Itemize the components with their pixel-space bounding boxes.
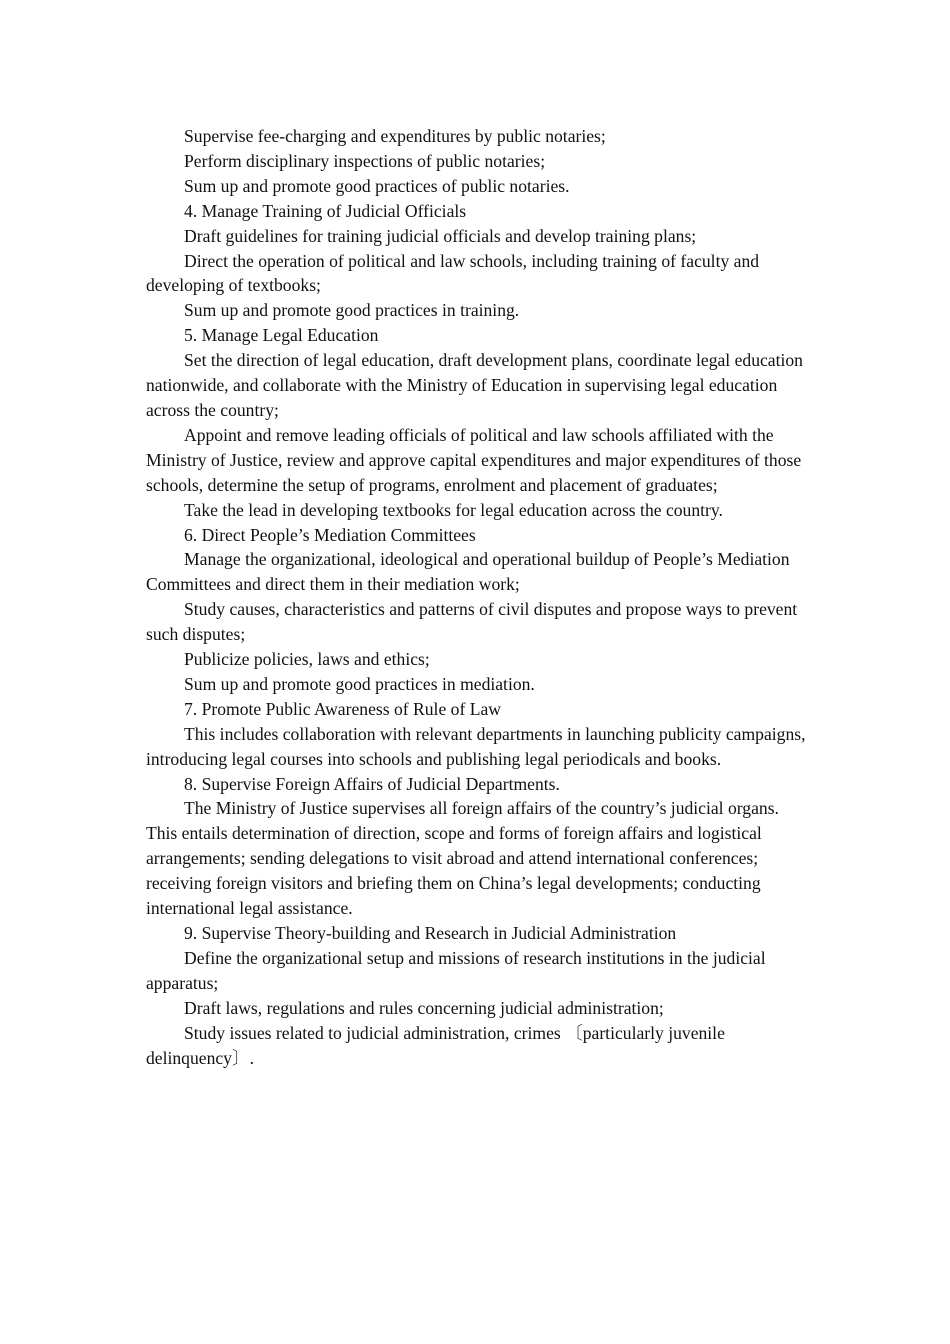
paragraph: Direct the operation of political and law schools, including training of faculty and developing of textbooks; [146, 250, 760, 296]
paragraph: Draft laws, regulations and rules concerning judicial administration; [184, 997, 664, 1018]
paragraph: Sum up and promote good practices in mediation. [184, 673, 535, 694]
document-page [146, 124, 806, 1070]
paragraph: Set the direction of legal education, draft development plans, coordinate legal education nationwide, and collaborate with the Ministry of Education in supervising legal education across the country; [146, 350, 803, 420]
section-heading: 7. Promote Public Awareness of Rule of Law [184, 698, 501, 719]
section-heading: 6. Direct People’s Mediation Committees [184, 524, 476, 545]
paragraph: Define the organizational setup and missions of research institutions in the judicial apparatus; [146, 947, 766, 993]
section-heading: 9. Supervise Theory-building and Research in Judicial Administration [184, 923, 677, 943]
paragraph: This includes collaboration with relevant departments in launching publicity campaigns, introducing legal courses into schools and publishing legal periodicals and books. [146, 723, 806, 769]
paragraph: Study issues related to judicial administration, crimes 〔particularly juvenile delinquency〕. [146, 1022, 725, 1068]
section-heading: 5. Manage Legal Education [184, 325, 379, 346]
paragraph: Draft guidelines for training judicial officials and develop training plans; [184, 225, 697, 246]
section-heading: 4. Manage Training of Judicial Officials [184, 200, 467, 221]
paragraph: Sum up and promote good practices in training. [184, 300, 520, 321]
paragraph: Perform disciplinary inspections of public notaries; [184, 150, 546, 171]
paragraph: Supervise fee-charging and expenditures by public notaries; [184, 126, 606, 146]
paragraph: Manage the organizational, ideological and operational buildup of People’s Mediation Committees and direct them in their mediation work; [146, 549, 790, 595]
paragraph: Appoint and remove leading officials of political and law schools affiliated with the Ministry of Justice, review and approve capital expenditures and major expenditures of those schools, determine the setup of programs, enrolment and placement of graduates; [146, 424, 802, 495]
paragraph: Publicize policies, laws and ethics; [184, 649, 430, 670]
paragraph: Take the lead in developing textbooks for legal education across the country. [184, 499, 723, 520]
paragraph: Study causes, characteristics and patterns of civil disputes and propose ways to prevent such disputes; [146, 599, 798, 645]
paragraph: Sum up and promote good practices of public notaries. [184, 175, 570, 196]
paragraph: The Ministry of Justice supervises all foreign affairs of the country’s judicial organs. This entails determination of direction, scope and forms of foreign affairs and logistical arrangements; sending delegations to visit abroad and attend international conferences; receiving foreign visitors and briefing them on China’s legal developments; conducting international legal assistance. [146, 798, 779, 919]
section-heading: 8. Supervise Foreign Affairs of Judicial Departments. [184, 773, 560, 794]
